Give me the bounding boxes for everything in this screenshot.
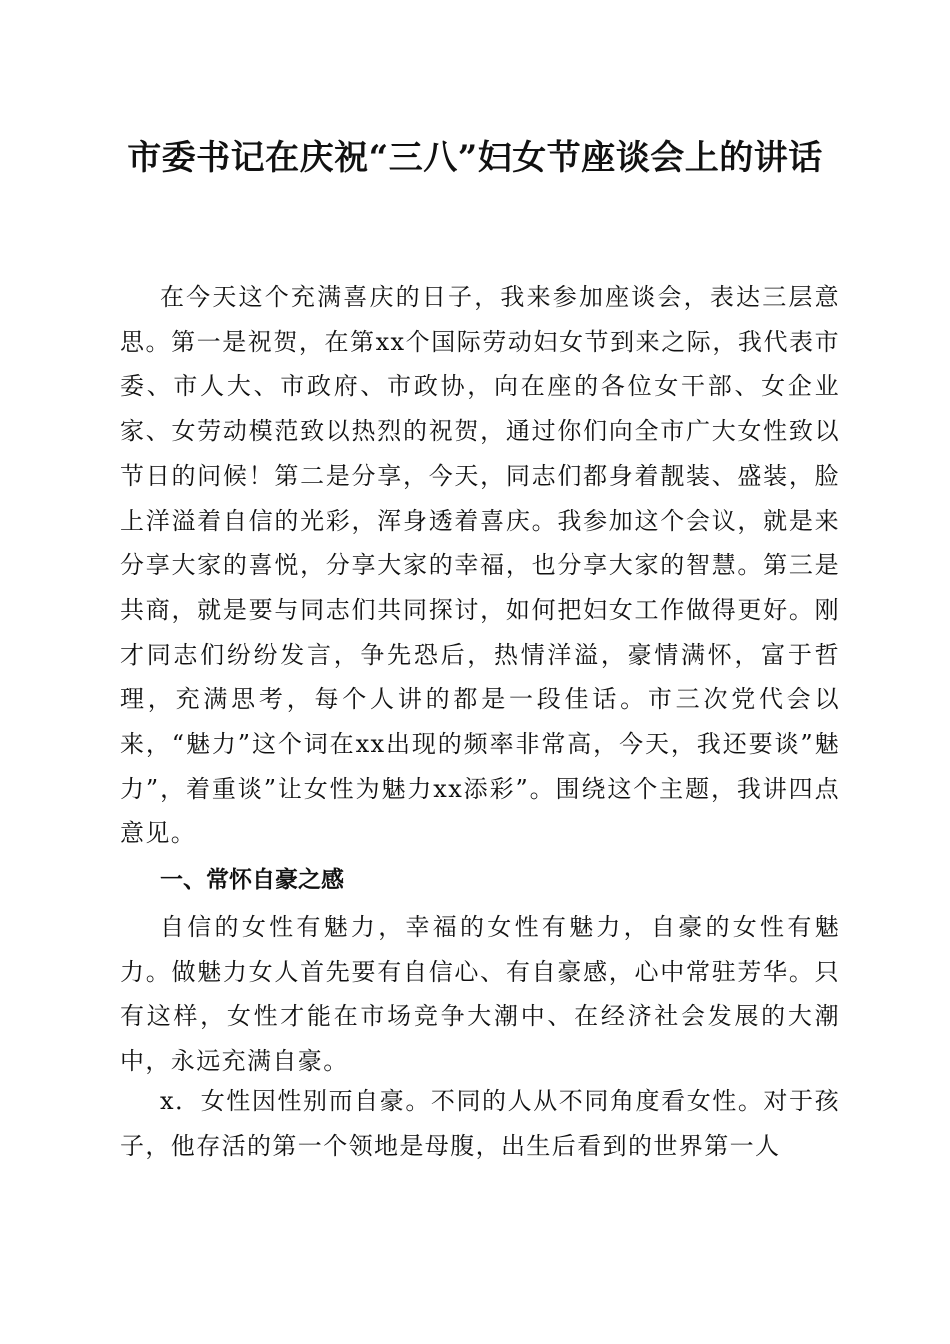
document-title: 市委书记在庆祝“三八”妇女节座谈会上的讲话	[127, 138, 823, 178]
section-heading: 一、常怀自豪之感	[160, 867, 344, 893]
section-paragraph-2: x．女性因性别而自豪。不同的人从不同角度看女性。对于孩子，他存活的第一个领地是母腹，出生后看到的世界第一人	[120, 1087, 840, 1160]
section-paragraph-1: 自信的女性有魅力，幸福的女性有魅力，自豪的女性有魅力。做魅力女人首先要有自信心、有自豪感，心中常驻芳华。只有这样，女性才能在市场竞争大潮中、在经济社会发展的大潮中，永远充满自豪。	[120, 913, 840, 1076]
intro-paragraph: 在今天这个充满喜庆的日子，我来参加座谈会，表达三层意思。第一是祝贺，在第xx个国际劳动妇女节到来之际，我代表市委、市人大、市政府、市政协，向在座的各位女干部、女企业家、女劳动模范致以热烈的祝贺，通过你们向全市广大女性致以节日的问候！第二是分享，今天，同志们都身着靓装、盛装，脸上洋溢着自信的光彩，浑身透着喜庆。我参加这个会议，就是来分享大家的喜悦，分享大家的幸福，也分享大家的智慧。第三是共商，就是要与同志们共同探讨，如何把妇女工作做得更好。刚才同志们纷纷发言，争先恐后，热情洋溢，豪情满怀，富于哲理，充满思考，每个人讲的都是一段佳话。市三次党代会以来，“魅力”这个词在xx出现的频率非常高，今天，我还要谈”魅力”，着重谈”让女性为魅力xx添彩”。围绕这个主题，我讲四点意见。	[120, 283, 840, 848]
